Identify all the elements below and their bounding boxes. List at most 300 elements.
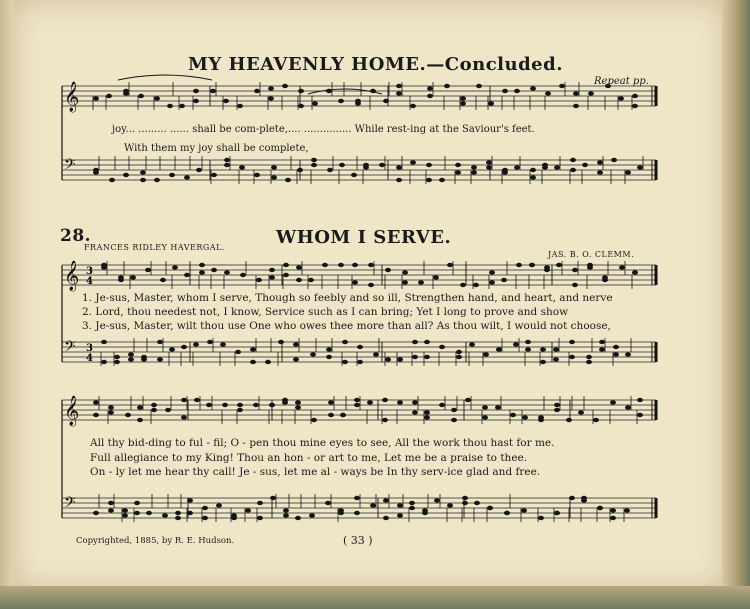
note-head [542, 163, 548, 167]
note-head [637, 413, 643, 417]
note-head [486, 165, 492, 169]
note-head [447, 263, 453, 267]
note-head [108, 501, 114, 505]
note-head [181, 345, 187, 349]
note-head [473, 283, 479, 287]
note-head [157, 357, 163, 361]
note-head [326, 347, 332, 351]
note-head [582, 163, 588, 167]
note-head [460, 283, 466, 287]
note-head [123, 89, 129, 93]
note-head [573, 91, 579, 95]
note-head [231, 513, 237, 517]
note-head [240, 273, 246, 277]
note-head [196, 168, 202, 172]
note-head [363, 165, 369, 169]
note-head [193, 99, 199, 103]
note-head [569, 340, 575, 344]
note-head [146, 511, 152, 515]
note-head [295, 516, 301, 520]
note-head [108, 410, 114, 414]
note-head [587, 265, 593, 269]
lyricist-credit: FRANCES RIDLEY HAVERGAL. [84, 243, 225, 252]
note-head [308, 278, 314, 282]
note-head [397, 513, 403, 517]
note-head [283, 263, 289, 267]
note-head [412, 340, 418, 344]
note-head [516, 263, 522, 267]
note-head [367, 400, 373, 404]
verse-line: 3. Je-sus, Master, wilt thou use One who owes thee more than all? As thou wilt, I would not choose, [82, 320, 611, 332]
note-head [402, 280, 408, 284]
bass-clef: 𝄢 [64, 156, 76, 177]
note-head [351, 173, 357, 177]
note-head [625, 352, 631, 356]
treble-clef: 𝄞 [64, 82, 80, 112]
note-head [106, 94, 112, 98]
note-head [418, 280, 424, 284]
note-head [278, 340, 284, 344]
note-head [138, 94, 144, 98]
note-head [521, 508, 527, 512]
note-head [514, 89, 520, 93]
note-head [625, 405, 631, 409]
note-head [554, 403, 560, 407]
verse-line: Full allegiance to my King! Thou an hon - or art to me, Let me be a praise to thee. [90, 452, 528, 464]
note-head [357, 345, 363, 349]
note-head [93, 96, 99, 100]
note-head [611, 158, 617, 162]
note-head [444, 84, 450, 88]
note-head [322, 263, 328, 267]
note-head [447, 503, 453, 507]
note-head [172, 265, 178, 269]
note-head [270, 496, 276, 500]
note-head [451, 408, 457, 412]
note-head [422, 511, 428, 515]
note-head [298, 89, 304, 93]
note-head [559, 84, 565, 88]
note-head [224, 270, 230, 274]
note-head [502, 170, 508, 174]
note-head [342, 340, 348, 344]
note-head [199, 263, 205, 267]
note-head [93, 168, 99, 172]
note-head [489, 280, 495, 284]
note-head [355, 99, 361, 103]
note-head [354, 511, 360, 515]
note-head [268, 96, 274, 100]
note-head [525, 347, 531, 351]
time-signature: 4 [86, 276, 93, 287]
note-head [237, 104, 243, 108]
note-head [483, 352, 489, 356]
note-head [396, 91, 402, 95]
note-head [572, 283, 578, 287]
note-head [409, 506, 415, 510]
note-head [222, 403, 228, 407]
note-head [368, 263, 374, 267]
note-head [553, 357, 559, 361]
note-head [354, 398, 360, 402]
note-head [282, 398, 288, 402]
note-head [487, 506, 493, 510]
note-head [254, 89, 260, 93]
note-head [328, 413, 334, 417]
note-head [137, 418, 143, 422]
note-head [495, 405, 501, 409]
note-head [578, 410, 584, 414]
note-head [101, 263, 107, 267]
note-head [223, 99, 229, 103]
note-head [501, 278, 507, 282]
note-head [160, 278, 166, 282]
note-head [396, 84, 402, 88]
note-head [451, 418, 457, 422]
note-head [402, 270, 408, 274]
note-head [540, 347, 546, 351]
time-signature: 4 [86, 353, 93, 364]
note-head [179, 104, 185, 108]
time-signature: 3 [86, 343, 93, 354]
note-head [295, 400, 301, 404]
note-head [514, 165, 520, 169]
note-head [293, 342, 299, 346]
note-head [157, 340, 163, 344]
bass-clef: 𝄢 [64, 494, 76, 515]
note-head [426, 163, 432, 167]
note-head [169, 173, 175, 177]
note-head [282, 84, 288, 88]
note-head [593, 418, 599, 422]
note-head [383, 498, 389, 502]
hymn-title: WHOM I SERVE. [276, 227, 452, 248]
note-head [581, 496, 587, 500]
note-head [283, 508, 289, 512]
note-head [439, 178, 445, 182]
note-head [424, 355, 430, 359]
note-head [297, 168, 303, 172]
note-head [311, 418, 317, 422]
note-head [338, 263, 344, 267]
note-head [165, 408, 171, 412]
note-head [397, 503, 403, 507]
note-head [145, 268, 151, 272]
note-head [455, 170, 461, 174]
note-head [597, 170, 603, 174]
note-head [599, 347, 605, 351]
note-head [211, 173, 217, 177]
tie [118, 75, 212, 80]
note-head [538, 516, 544, 520]
note-head [460, 101, 466, 105]
note-head [619, 265, 625, 269]
note-head [625, 170, 631, 174]
note-head [224, 163, 230, 167]
note-head [439, 403, 445, 407]
note-head [502, 89, 508, 93]
note-head [412, 410, 418, 414]
note-head [530, 175, 536, 179]
note-head [169, 347, 175, 351]
note-head [128, 352, 134, 356]
note-head [256, 278, 262, 282]
verse-line: All thy bid-ding to ful - fil; O - pen thou mine eyes to see, All the work thou hast for me. [90, 437, 555, 449]
note-head [108, 405, 114, 409]
note-head [586, 360, 592, 364]
note-head [471, 170, 477, 174]
note-head [456, 355, 462, 359]
repeat-marking: Repeat pp. [594, 76, 649, 87]
note-head [471, 165, 477, 169]
note-head [554, 511, 560, 515]
note-head [114, 355, 120, 359]
note-head [624, 508, 630, 512]
note-head [569, 496, 575, 500]
note-head [93, 511, 99, 515]
note-head [588, 91, 594, 95]
note-head [439, 345, 445, 349]
note-head [245, 508, 251, 512]
note-head [522, 415, 528, 419]
note-head [311, 158, 317, 162]
note-head [602, 278, 608, 282]
note-head [216, 503, 222, 507]
time-signature: 3 [86, 266, 93, 277]
note-head [123, 173, 129, 177]
note-head [338, 508, 344, 512]
note-head [109, 178, 115, 182]
note-head [456, 350, 462, 354]
note-head [325, 501, 331, 505]
note-head [383, 99, 389, 103]
note-head [530, 86, 536, 90]
note-head [269, 268, 275, 272]
note-head [379, 163, 385, 167]
note-head [293, 357, 299, 361]
note-head [187, 511, 193, 515]
note-head [296, 265, 302, 269]
note-head [476, 84, 482, 88]
note-head [610, 508, 616, 512]
note-head [610, 516, 616, 520]
note-head [352, 280, 358, 284]
note-head [496, 347, 502, 351]
note-head [125, 413, 131, 417]
note-head [220, 342, 226, 346]
note-head [312, 101, 318, 105]
note-head [383, 516, 389, 520]
note-head [271, 175, 277, 179]
note-head [154, 96, 160, 100]
note-head [187, 498, 193, 502]
top-song-title: MY HEAVENLY HOME.—Concluded. [188, 54, 563, 75]
note-head [460, 96, 466, 100]
note-head [257, 516, 263, 520]
note-head [455, 163, 461, 167]
note-head [175, 511, 181, 515]
note-head [597, 506, 603, 510]
note-head [427, 86, 433, 90]
note-head [465, 398, 471, 402]
note-head [538, 415, 544, 419]
note-head [162, 513, 168, 517]
note-head [410, 104, 416, 108]
note-head [224, 158, 230, 162]
note-head [554, 165, 560, 169]
note-head [271, 165, 277, 169]
composer-credit: JAS. B. O. CLEMM. [548, 250, 635, 259]
note-head [184, 273, 190, 277]
note-head [572, 268, 578, 272]
note-head [409, 501, 415, 505]
note-head [613, 345, 619, 349]
note-head [632, 94, 638, 98]
note-head [202, 506, 208, 510]
note-head [295, 405, 301, 409]
note-head [311, 163, 317, 167]
top-lyric-line-2: With them my joy shall be complete, [124, 143, 309, 154]
top-lyric-line-1: joy... ......... ...... shall be com-plete,.... ............... While rest-ing at the Saviour's feet. [112, 124, 535, 135]
note-head [412, 400, 418, 404]
note-head [151, 408, 157, 412]
note-head [141, 357, 147, 361]
note-head [265, 360, 271, 364]
note-head [554, 408, 560, 412]
note-head [328, 400, 334, 404]
note-head [175, 516, 181, 520]
note-head [469, 342, 475, 346]
note-head [566, 418, 572, 422]
note-head [253, 403, 259, 407]
note-head [154, 178, 160, 182]
note-head [254, 173, 260, 177]
note-head [396, 165, 402, 169]
note-head [250, 360, 256, 364]
copyright-notice: Copyrighted, 1885, by R. E. Hudson. [76, 536, 235, 546]
note-head [544, 268, 550, 272]
note-head [269, 403, 275, 407]
note-head [257, 501, 263, 505]
note-head [352, 263, 358, 267]
note-head [310, 352, 316, 356]
note-head [397, 357, 403, 361]
verse-line: On - ly let me hear thy call! Je - sus, let me al - ways be In thy serv-ice glad and free. [90, 466, 541, 478]
note-head [482, 415, 488, 419]
note-head [137, 405, 143, 409]
note-head [167, 104, 173, 108]
note-head [530, 168, 536, 172]
note-head [540, 360, 546, 364]
hymn-number: 28. [60, 226, 92, 246]
note-head [553, 347, 559, 351]
note-head [637, 165, 643, 169]
note-head [134, 501, 140, 505]
note-head [529, 263, 535, 267]
verse-line: 2. Lord, thou needest not, I know, Service such as I can bring; Yet I long to prove and show [82, 306, 569, 318]
note-head [285, 178, 291, 182]
note-head [370, 503, 376, 507]
note-head [93, 413, 99, 417]
note-head [613, 352, 619, 356]
note-head [632, 270, 638, 274]
note-head [327, 168, 333, 172]
note-head [122, 513, 128, 517]
note-head [486, 160, 492, 164]
note-head [410, 160, 416, 164]
note-head [210, 89, 216, 93]
note-head [610, 400, 616, 404]
note-head [140, 170, 146, 174]
note-head [569, 355, 575, 359]
note-head [462, 501, 468, 505]
note-head [184, 175, 190, 179]
note-head [340, 413, 346, 417]
note-head [488, 101, 494, 105]
note-head [140, 178, 146, 182]
note-head [114, 360, 120, 364]
note-head [373, 352, 379, 356]
note-head [250, 347, 256, 351]
note-head [525, 340, 531, 344]
note-head [181, 415, 187, 419]
note-head [283, 513, 289, 517]
note-head [130, 275, 136, 279]
note-head [637, 398, 643, 402]
note-head [597, 160, 603, 164]
treble-clef: 𝄞 [64, 396, 80, 426]
note-head [504, 511, 510, 515]
note-head [357, 360, 363, 364]
note-head [632, 104, 638, 108]
note-head [545, 91, 551, 95]
note-head [397, 400, 403, 404]
note-head [101, 340, 107, 344]
note-head [237, 408, 243, 412]
note-head [462, 496, 468, 500]
note-head [382, 398, 388, 402]
note-head [424, 340, 430, 344]
note-head [424, 410, 430, 414]
note-head [426, 178, 432, 182]
note-head [326, 355, 332, 359]
note-head [108, 508, 114, 512]
note-head [354, 403, 360, 407]
note-head [298, 104, 304, 108]
note-head [433, 275, 439, 279]
verse-line: 1. Je-sus, Master, whom I serve, Though so feebly and so ill, Strengthen hand, and heart, and nerve [82, 292, 613, 304]
note-head [118, 275, 124, 279]
note-head [239, 165, 245, 169]
note-head [385, 357, 391, 361]
note-head [193, 89, 199, 93]
treble-clef: 𝄞 [64, 261, 80, 291]
note-head [199, 270, 205, 274]
note-head [237, 403, 243, 407]
note-head [427, 94, 433, 98]
note-head [513, 342, 519, 346]
note-head [181, 398, 187, 402]
note-head [338, 99, 344, 103]
note-head [269, 275, 275, 279]
note-head [194, 398, 200, 402]
note-head [342, 360, 348, 364]
note-head [122, 508, 128, 512]
note-head [474, 501, 480, 505]
note-head [268, 86, 274, 90]
note-head [396, 178, 402, 182]
note-head [193, 342, 199, 346]
